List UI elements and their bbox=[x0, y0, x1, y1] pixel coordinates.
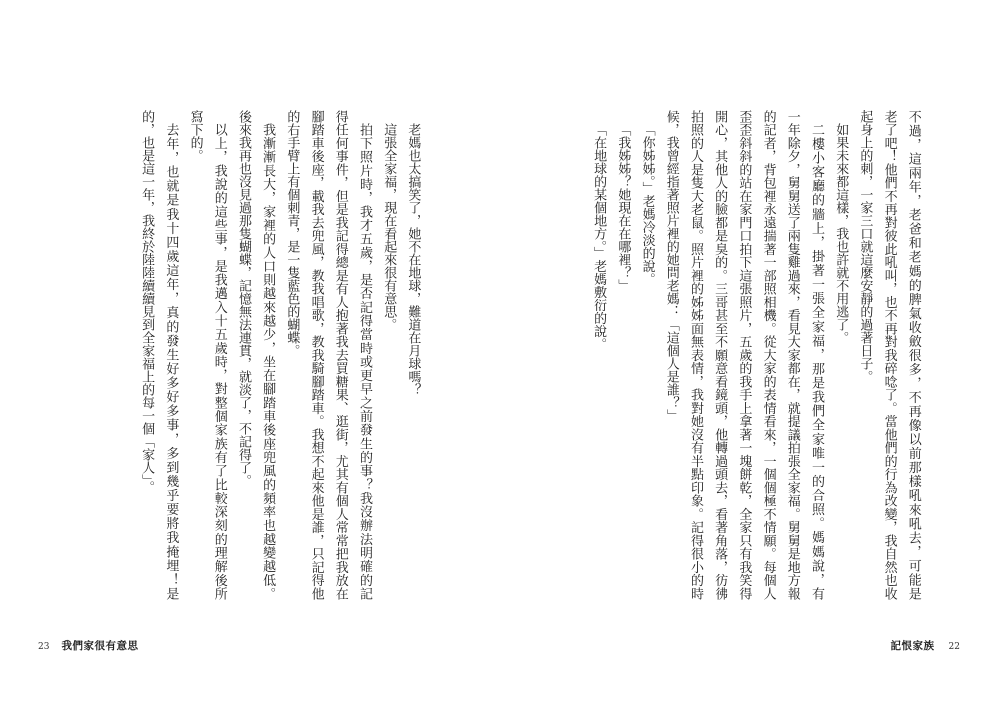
text-column: 去年，也就是我十四歲這年，真的發生好多好多事，多到幾乎要將我掩埋！是 bbox=[163, 123, 179, 600]
text-column: 開心，其他人的臉都是臭的。三哥甚至不願意看鏡頭，他轉過頭去，看著角落，彷彿 bbox=[712, 110, 728, 600]
text-column: 以上，我說的這些事，是我邁入十五歲時，對整個家族有了比較深刻的理解後所 bbox=[211, 123, 227, 600]
text-column: 寫下的。 bbox=[187, 110, 203, 162]
text-column: 腳踏車後座，載我去兜風，教我唱歌，教我騎腳踏車。我想不起來他是誰，只記得他 bbox=[308, 110, 324, 600]
text-column: 一年除夕，舅舅送了兩隻雞過來，看見大家都在，就提議拍張全家福。舅舅是地方報 bbox=[784, 110, 800, 600]
text-column: 後來我再也沒見過那隻蝴蝶，記憶無法連貫，就淡了，不記得了。 bbox=[235, 110, 251, 487]
text-column: 老媽也太搞笑了，她不在地球，難道在月球嗎？ bbox=[405, 123, 421, 396]
text-column: 拍下照片時，我才五歲，是否記得當時或更早之前發生的事？我沒辦法明確的記 bbox=[356, 123, 372, 600]
text-column: 起身上的刺，一家三口就這麼安靜的過著日子。 bbox=[857, 110, 873, 383]
text-column: 的，也是這一年，我終於陸陸續續見到全家福上的每一個「家人」。 bbox=[139, 110, 155, 494]
page-number: 23 bbox=[38, 642, 50, 652]
body-text bbox=[134, 110, 424, 600]
page-right bbox=[500, 0, 1000, 709]
text-column: 的右手臂上有個刺青，是一隻藍色的蝴蝶。 bbox=[284, 110, 300, 357]
text-column: 得任何事件，但是我記得總是有人抱著我去買糖果、逛街，尤其有個人常常把我放在 bbox=[332, 110, 348, 600]
text-column: 不過，這兩年，老爸和老媽的脾氣收斂很多，不再像以前那樣吼來吼去，可能是 bbox=[905, 110, 921, 600]
text-column: 「在地球的某個地方。」老媽敷衍的說。 bbox=[591, 123, 607, 351]
page-footer bbox=[891, 638, 960, 653]
text-column: 我漸漸長大，家裡的人口則越來越少，坐在腳踏車後座兜風的頻率也越變越低。 bbox=[260, 123, 276, 600]
text-column: 這張全家福，現在看起來很有意思。 bbox=[381, 123, 397, 331]
text-column: 如果未來都這樣，我也許就不用逃了。 bbox=[833, 123, 849, 344]
running-head: 記恨家族 bbox=[890, 640, 935, 652]
body-text bbox=[586, 110, 925, 600]
text-column: 拍照的人是隻大老鼠。照片裡的姊姊面無表情，我對她沒有半點印象。記得很小的時 bbox=[687, 110, 703, 600]
text-column: 候，我曾經指著照片裡的她問老媽：「這個人是誰？」 bbox=[663, 110, 679, 422]
text-column: 「你姊姊。」老媽冷淡的說。 bbox=[639, 123, 655, 286]
page-number: 22 bbox=[948, 642, 960, 652]
text-column: 「我姊姊？她現在在哪裡？」 bbox=[615, 123, 631, 292]
page-footer bbox=[38, 638, 138, 653]
text-column: 的記者，背包裡永遠揣著一部照相機。從大家的表情看來，一個個極不情願。每個人 bbox=[760, 110, 776, 600]
text-column: 歪歪斜斜的站在家門口拍下這張照片，五歲的我手上拿著一塊餅乾，全家只有我笑得 bbox=[736, 110, 752, 600]
running-head: 我們家很有意思 bbox=[61, 640, 139, 652]
text-column: 老了吧！他們不再對彼此吼叫，也不再對我碎唸了。當他們的行為改變，我自然也收 bbox=[881, 110, 897, 600]
text-column: 二樓小客廳的牆上，掛著一張全家福，那是我們全家唯一的合照。媽媽說，有 bbox=[808, 123, 824, 600]
